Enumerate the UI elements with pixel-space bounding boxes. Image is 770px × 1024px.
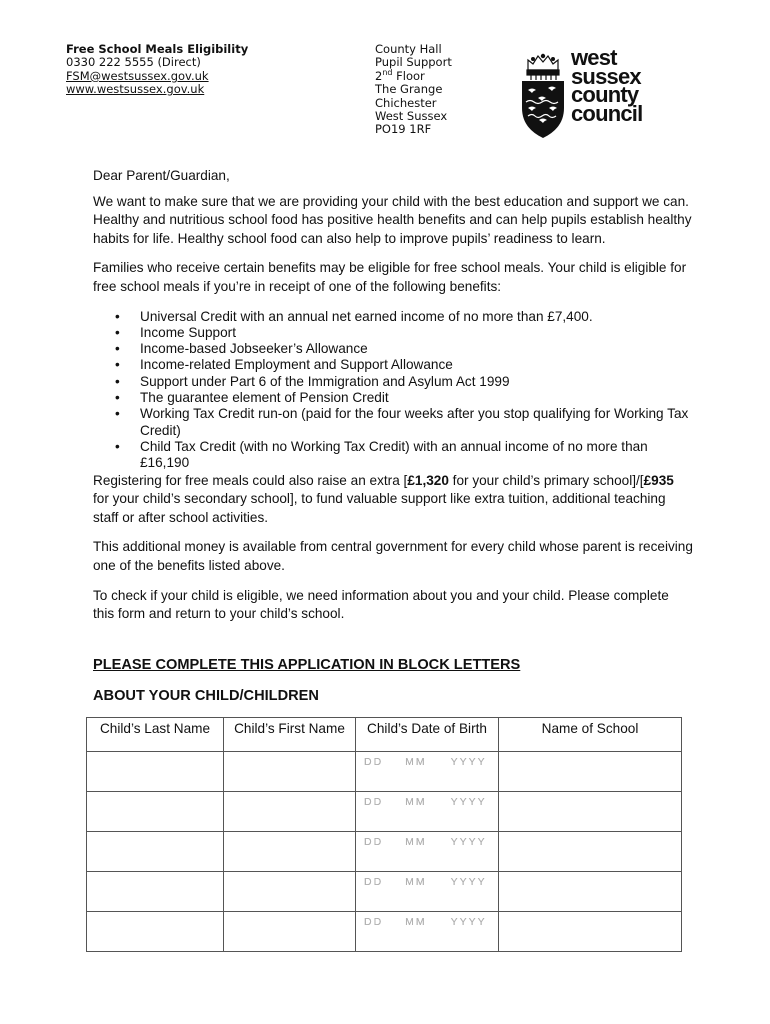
school-name-field[interactable] — [499, 792, 682, 832]
paragraph-instructions: To check if your child is eligible, we need information about you and your child. Please complete this form and return to your child’s school. — [93, 587, 669, 622]
table-row — [87, 872, 682, 912]
list-item: • Income Support — [115, 324, 236, 340]
address-floor: 2nd Floor — [375, 67, 425, 83]
last-name-field[interactable] — [87, 872, 224, 912]
bullet-icon: • — [115, 357, 120, 373]
address-line: County Hall — [375, 42, 442, 56]
council-crest-icon — [518, 50, 568, 140]
council-logo — [518, 45, 708, 140]
logo-word: county — [571, 82, 639, 107]
date-of-birth-field[interactable]: DD MM YYYY — [356, 752, 499, 792]
table-row — [87, 912, 682, 952]
salutation: Dear Parent/Guardian, — [93, 168, 230, 183]
benefits-list — [93, 309, 693, 472]
last-name-field[interactable] — [87, 792, 224, 832]
list-item: • Working Tax Credit run-on (paid for the four weeks after you stop qualifying for Working Tax Credit) — [115, 406, 689, 438]
paragraph-benefits-intro: Families who receive certain benefits may be eligible for free school meals. Your child is eligible for free school meals if you’re in receipt of one of the following benefits: — [93, 260, 687, 294]
bullet-icon: • — [115, 438, 120, 454]
table-row — [87, 792, 682, 832]
bullet-icon: • — [115, 324, 120, 340]
column-header-last-name: Child’s Last Name — [87, 718, 224, 752]
contact-phone: 0330 222 5555 (Direct) — [66, 55, 201, 70]
bullet-icon: • — [115, 390, 120, 406]
bullet-icon: • — [115, 308, 120, 324]
date-of-birth-field[interactable]: DD MM YYYY — [356, 792, 499, 832]
date-of-birth-field[interactable]: DD MM YYYY — [356, 832, 499, 872]
block-letters-heading: PLEASE COMPLETE THIS APPLICATION IN BLOCK LETTERS — [93, 657, 521, 673]
list-item: • Income-based Jobseeker’s Allowance — [115, 341, 368, 357]
last-name-field[interactable] — [87, 752, 224, 792]
address-line: The Grange — [375, 82, 443, 97]
children-table — [86, 717, 682, 952]
school-name-field[interactable] — [499, 912, 682, 952]
address-block — [375, 43, 452, 137]
council-wordmark — [571, 45, 643, 126]
date-of-birth-field[interactable]: DD MM YYYY — [356, 912, 499, 952]
last-name-field[interactable] — [87, 912, 224, 952]
contact-website-link[interactable]: www.westsussex.gov.uk — [66, 82, 205, 97]
logo-word: council — [571, 100, 643, 126]
column-header-school: Name of School — [499, 718, 682, 752]
table-row — [87, 752, 682, 792]
first-name-field[interactable] — [224, 832, 356, 872]
last-name-field[interactable] — [87, 832, 224, 872]
paragraph-intro: We want to make sure that we are providing your child with the best education and support we can. Healthy and nutritious school food has positive health benefits and can help pupils establish healthy habits for life. Healthy school food can also help to improve pupils’ readiness to learn. — [93, 193, 692, 246]
list-item: • Support under Part 6 of the Immigration and Asylum Act 1999 — [115, 373, 510, 389]
list-item: • The guarantee element of Pension Credit — [115, 390, 389, 406]
paragraph-extra-funding: Registering for free meals could also raise an extra [£1,320 for your child’s primary school]/[£935 for your child’s secondary school], to fund valuable support like extra tuition, additional teaching staff or after school activities. — [93, 472, 674, 525]
table-header-row — [87, 718, 682, 752]
list-item: • Income-related Employment and Support Allowance — [115, 357, 453, 373]
logo-word: west — [571, 45, 617, 70]
letter-body — [93, 167, 693, 624]
column-header-first-name: Child’s First Name — [224, 718, 356, 752]
first-name-field[interactable] — [224, 792, 356, 832]
contact-email-link[interactable]: FSM@westsussex.gov.uk — [66, 68, 209, 83]
first-name-field[interactable] — [224, 752, 356, 792]
address-postcode: PO19 1RF — [375, 122, 432, 137]
first-name-field[interactable] — [224, 872, 356, 912]
bullet-icon: • — [115, 373, 120, 389]
bullet-icon: • — [115, 341, 120, 357]
address-line: Chichester — [375, 95, 437, 110]
table-row — [87, 832, 682, 872]
school-name-field[interactable] — [499, 872, 682, 912]
bullet-icon: • — [115, 406, 120, 422]
list-item: • Child Tax Credit (with no Working Tax Credit) with an annual income of no more than £16,190 — [115, 438, 648, 471]
paragraph-central-government: This additional money is available from central government for every child whose parent is receiving one of the benefits listed above. — [93, 539, 693, 573]
first-name-field[interactable] — [224, 912, 356, 952]
date-of-birth-field[interactable]: DD MM YYYY — [356, 872, 499, 912]
contact-block — [66, 43, 248, 97]
list-item: • Universal Credit with an annual net earned income of no more than £7,400. — [115, 308, 593, 324]
contact-title: Free School Meals Eligibility — [66, 42, 249, 56]
address-line: Pupil Support — [375, 55, 452, 70]
school-name-field[interactable] — [499, 752, 682, 792]
children-section-heading: ABOUT YOUR CHILD/CHILDREN — [93, 688, 319, 704]
logo-word: sussex — [571, 63, 641, 89]
address-line: West Sussex — [375, 109, 448, 124]
column-header-date-of-birth: Child’s Date of Birth — [356, 718, 499, 752]
school-name-field[interactable] — [499, 832, 682, 872]
